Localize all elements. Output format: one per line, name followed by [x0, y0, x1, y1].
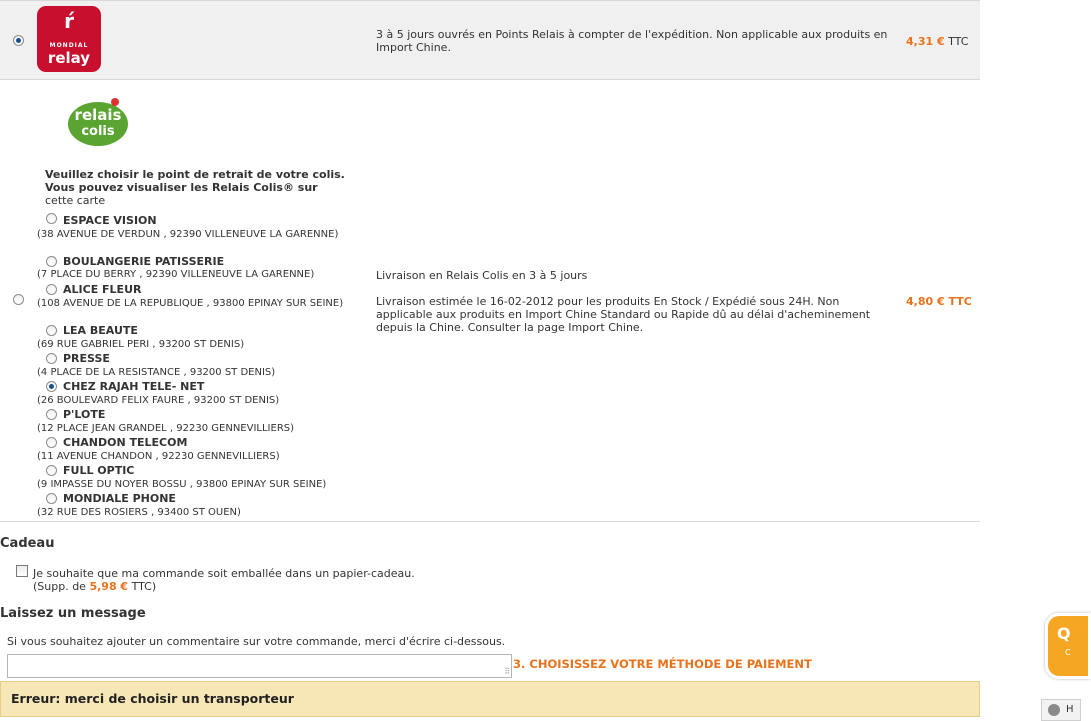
relay-point-name: CHEZ RAJAH TELE- NET	[63, 380, 205, 393]
help-chat-widget[interactable]	[1045, 613, 1091, 679]
resize-grip-icon[interactable]: ⠿	[504, 667, 510, 676]
mondial-relay-logo-text: MONDIAL	[49, 42, 89, 49]
relay-point-name: MONDIALE PHONE	[63, 492, 176, 505]
relay-point-radio[interactable]	[46, 353, 57, 364]
relay-point-radio[interactable]	[46, 284, 57, 295]
relay-point-address: (32 RUE DES ROSIERS , 93400 ST OUEN)	[37, 507, 241, 518]
relay-point-name: ESPACE VISION	[63, 214, 157, 227]
relay-point-address: (38 AVENUE DE VERDUN , 92390 VILLENEUVE LA GARENNE)	[37, 229, 339, 240]
error-text: Erreur: merci de choisir un transporteur	[11, 691, 294, 706]
bottom-chip-label: H	[1066, 704, 1074, 715]
relay-point-radio[interactable]	[46, 493, 57, 504]
message-textarea[interactable]	[7, 654, 512, 678]
gift-supp-suffix: TTC)	[128, 580, 157, 593]
mondial-relay-logo-wordmark: relay	[47, 49, 91, 67]
relais-delivery-line2: Livraison estimée le 16-02-2012 pour les produits En Stock / Expédié sous 24H. Non applicable aux produits en Import Chine Standard ou Rapide dû au délai d'acheminement depuis la Chine. Consulter la page Import Chine.	[376, 295, 871, 334]
relay-point-address: (7 PLACE DU BERRY , 92390 VILLENEUVE LA GARENNE)	[37, 269, 315, 280]
help-widget-letter: Q	[1057, 624, 1071, 643]
relay-point-name: LEA BEAUTE	[63, 324, 138, 337]
relay-point-name: BOULANGERIE PATISSERIE	[63, 255, 225, 268]
gift-supplement	[33, 580, 156, 593]
relais-map-link[interactable]: cette carte	[45, 194, 106, 207]
relay-point-radio[interactable]	[46, 465, 57, 476]
relais-choose-title-2: Vous pouvez visualiser les Relais Colis® sur	[45, 181, 318, 194]
relais-colis-logo	[67, 97, 129, 147]
section-divider	[0, 521, 980, 522]
relay-point-radio[interactable]	[46, 213, 57, 224]
relais-delivery-line1: Livraison en Relais Colis en 3 à 5 jours	[376, 269, 588, 282]
payment-step-title: 3. CHOISISSEZ VOTRE MÉTHODE DE PAIEMENT	[513, 657, 812, 671]
relais-colis-radio[interactable]	[13, 294, 24, 305]
help-widget-small: C	[1065, 648, 1071, 657]
bottom-bar-chip[interactable]	[1041, 699, 1081, 721]
gift-checkbox[interactable]	[16, 565, 28, 577]
mondial-relay-price	[906, 35, 968, 48]
message-instruction: Si vous souhaitez ajouter un commentaire sur votre commande, merci d'écrire ci-dessous.	[7, 635, 506, 648]
mondial-relay-price-suffix: TTC	[944, 35, 969, 48]
relais-choose-title-1: Veuillez choisir le point de retrait de votre colis.	[45, 168, 345, 181]
gift-supp-price: 5,98 €	[89, 580, 129, 593]
gift-heading: Cadeau	[0, 536, 55, 551]
relay-point-radio[interactable]	[46, 409, 57, 420]
relay-point-name: P'LOTE	[63, 408, 106, 421]
relay-point-name: CHANDON TELECOM	[63, 436, 188, 449]
relay-point-address: (11 AVENUE CHANDON , 92230 GENNEVILLIERS)	[37, 451, 280, 462]
relais-colis-logo-line1: relais	[74, 106, 122, 124]
relay-point-radio[interactable]	[46, 437, 57, 448]
mondial-relay-symbol-icon: ŕ	[64, 9, 74, 33]
mondial-relay-radio[interactable]	[13, 35, 24, 46]
relay-point-name: ALICE FLEUR	[63, 283, 142, 296]
relais-colis-price: 4,80 € TTC	[906, 295, 972, 308]
mondial-relay-price-value: 4,31 €	[906, 35, 945, 48]
relay-point-address: (4 PLACE DE LA RESISTANCE , 93200 ST DENIS)	[37, 367, 276, 378]
app-icon	[1048, 704, 1060, 716]
message-heading: Laissez un message	[0, 606, 146, 621]
relay-point-radio[interactable]	[46, 325, 57, 336]
mondial-relay-description: 3 à 5 jours ouvrés en Points Relais à compter de l'expédition. Non applicable aux produits en Import Chine.	[376, 28, 888, 54]
relay-point-address: (108 AVENUE DE LA REPUBLIQUE , 93800 EPINAY SUR SEINE)	[37, 298, 344, 309]
relay-point-name: FULL OPTIC	[63, 464, 135, 477]
relay-point-address: (69 RUE GABRIEL PERI , 93200 ST DENIS)	[37, 339, 245, 350]
gift-supp-prefix: (Supp. de	[33, 580, 90, 593]
error-banner	[0, 681, 980, 717]
relay-point-radio[interactable]	[46, 256, 57, 267]
mondial-relay-logo	[37, 6, 101, 72]
relay-point-address: (9 IMPASSE DU NOYER BOSSU , 93800 EPINAY SUR SEINE)	[37, 479, 327, 490]
relay-point-address: (26 BOULEVARD FELIX FAURE , 93200 ST DENIS)	[37, 395, 280, 406]
relay-point-radio[interactable]	[46, 381, 57, 392]
relay-point-name: PRESSE	[63, 352, 110, 365]
gift-checkbox-label: Je souhaite que ma commande soit emballée dans un papier-cadeau.	[33, 567, 415, 580]
relais-colis-logo-line2: colis	[81, 124, 115, 139]
relay-point-address: (12 PLACE JEAN GRANDEL , 92230 GENNEVILLIERS)	[37, 423, 295, 434]
